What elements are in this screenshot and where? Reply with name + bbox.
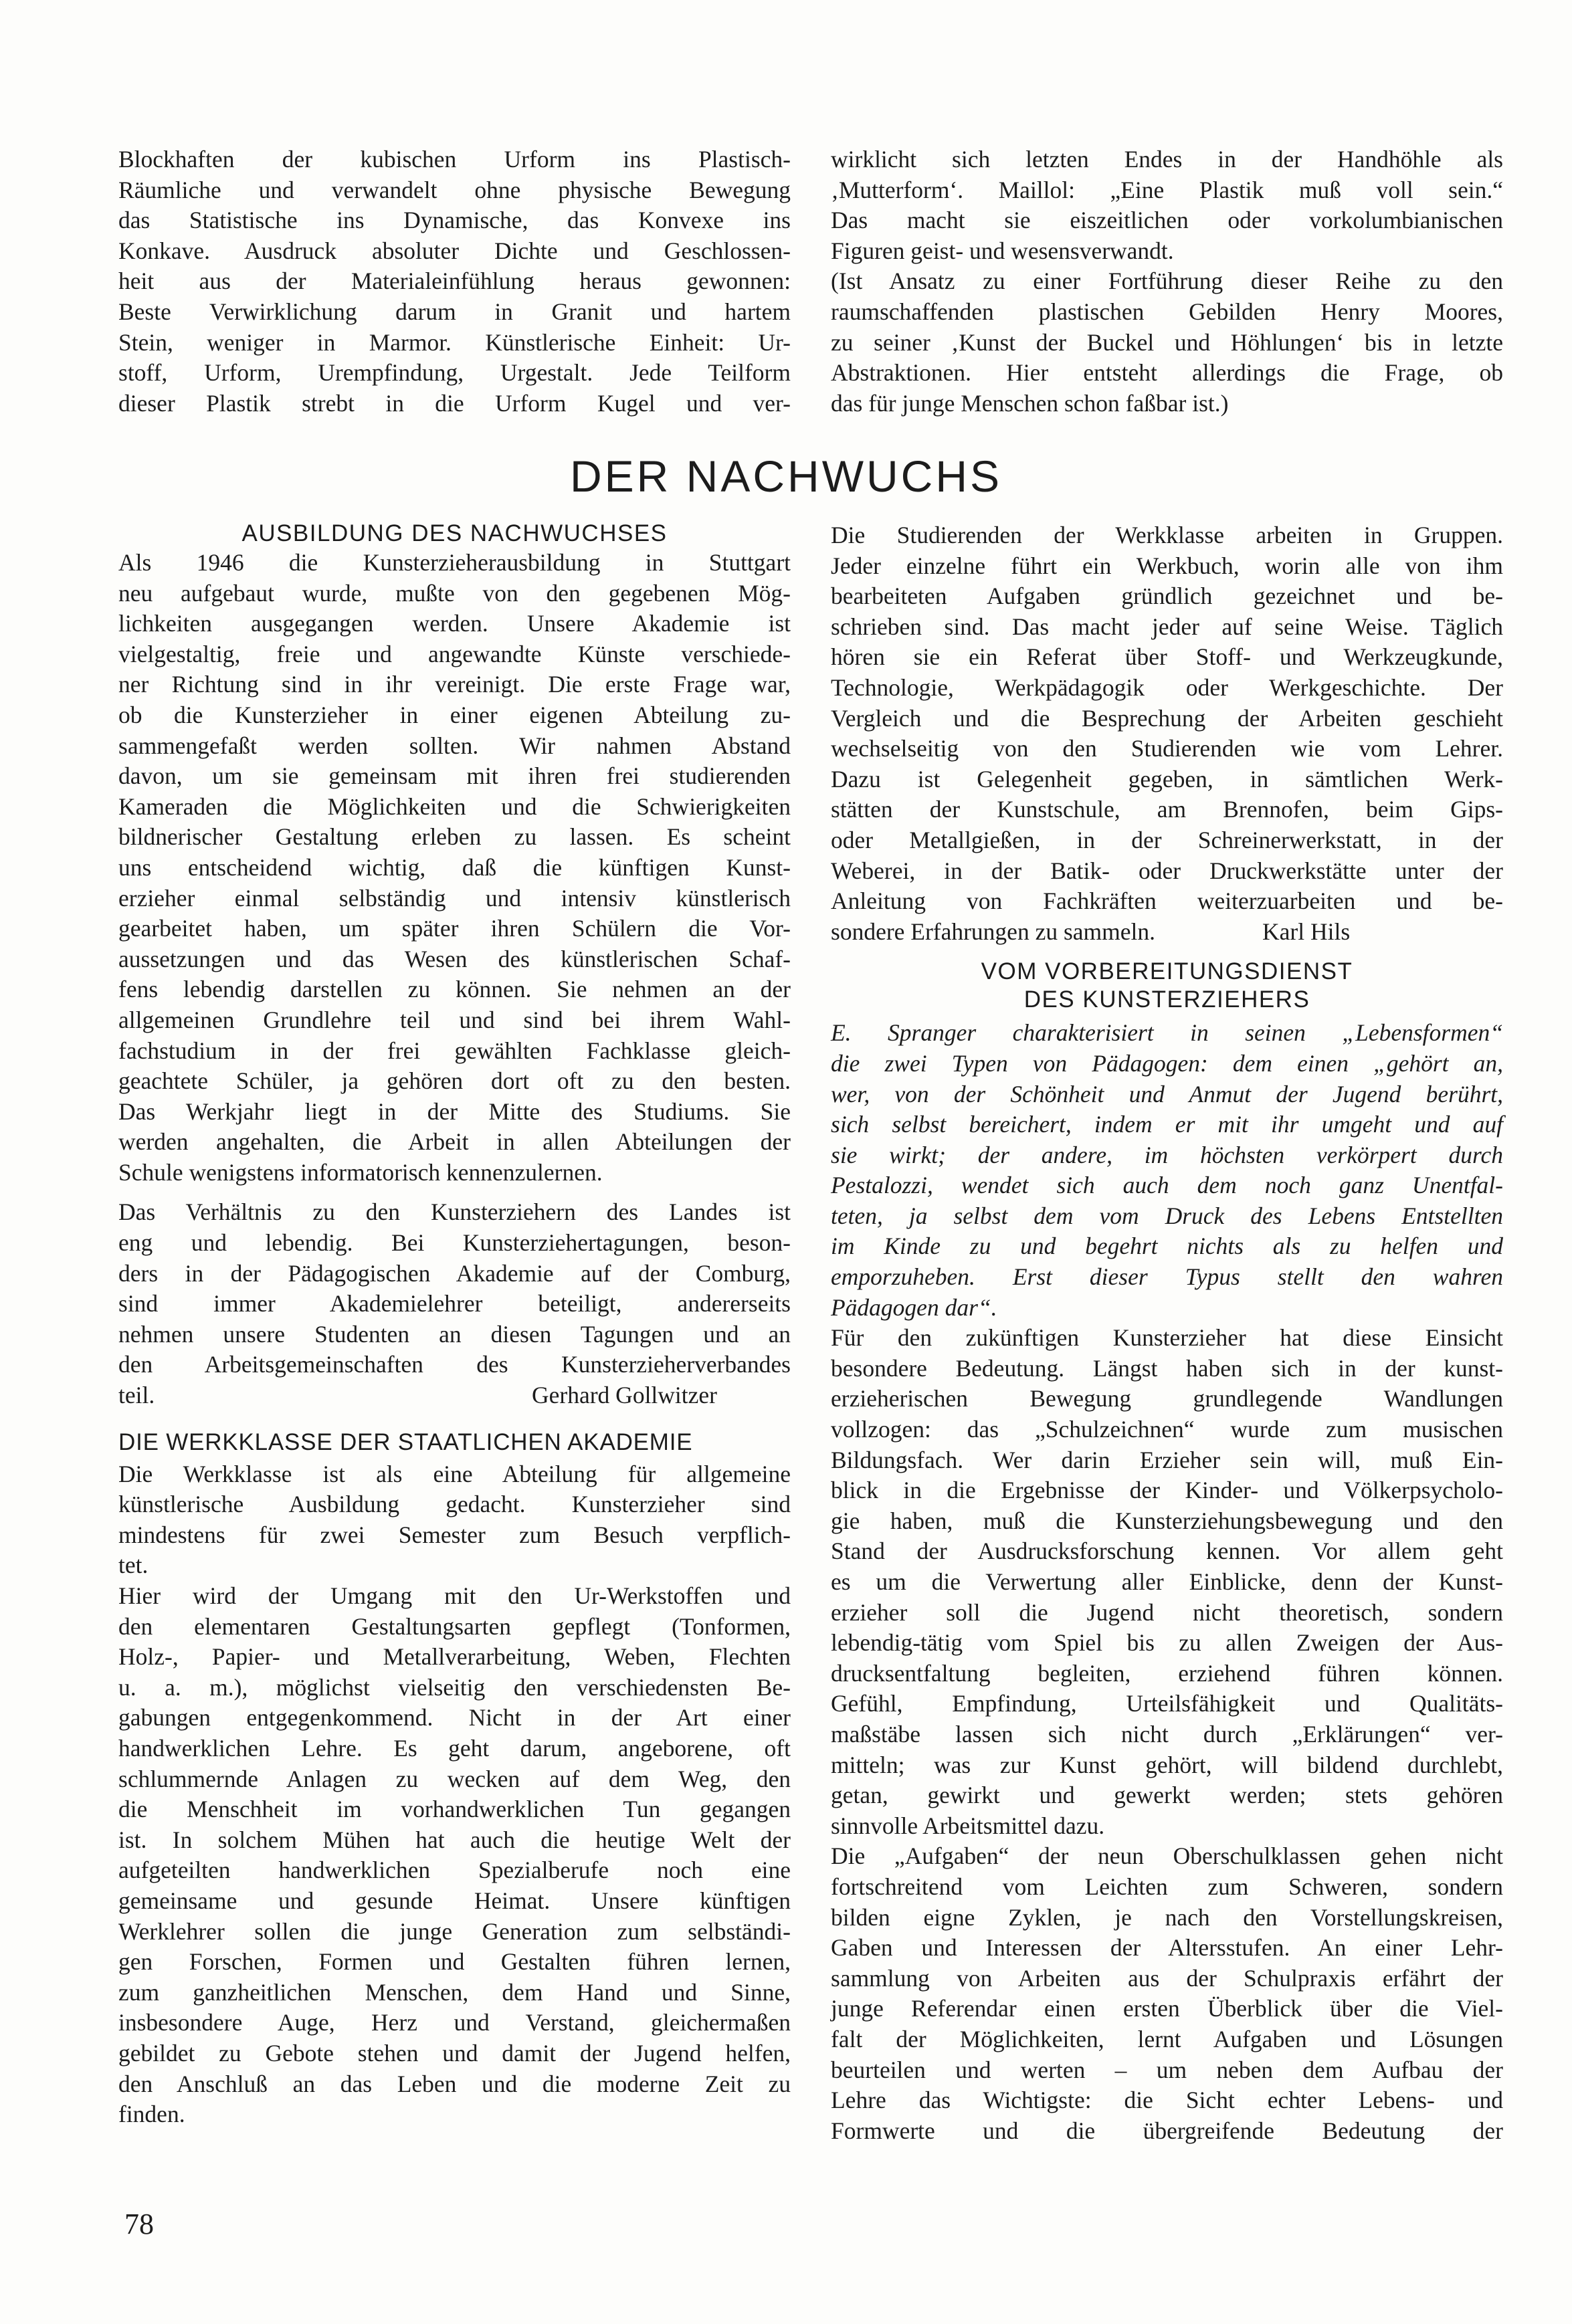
text-line: Bildungsfach. Wer darin Erzieher sein will, muß Ein- — [831, 1446, 1503, 1473]
text-line: Pädagogen dar“. — [831, 1293, 997, 1321]
text-line: werden angehalten, die Arbeit in allen Abteilungen der — [118, 1128, 791, 1156]
text-line: Pestalozzi, wendet sich auch dem noch ganz Unentfal- — [831, 1172, 1503, 1199]
right-column — [831, 520, 1503, 2146]
ausbildung-paragraph-1 — [118, 548, 791, 1188]
text-line: Hier wird der Umgang mit den Ur-Werkstoffen und — [118, 1582, 791, 1609]
text-line: handwerklichen Lehre. Es geht darum, angeborene, oft — [118, 1734, 791, 1762]
text-line: oder Metallgießen, in der Schreinerwerkstatt, in der — [831, 826, 1503, 853]
text-line: Die Studierenden der Werkklasse arbeiten in Gruppen. — [831, 522, 1503, 548]
text-line: sinnvolle Arbeitsmittel dazu. — [831, 1812, 1105, 1839]
text-line: davon, um sie gemeinsam mit ihren frei studierenden — [118, 762, 791, 790]
text-line: das für junge Menschen schon faßbar ist.) — [831, 389, 1229, 417]
text-line: vielgestaltig, freie und angewandte Künste verschiede- — [118, 640, 791, 667]
text-line: Dazu ist Gelegenheit gegeben, in sämtlichen Werk- — [831, 765, 1503, 793]
text-line: Die „Aufgaben“ der neun Oberschulklassen gehen nicht — [831, 1842, 1503, 1870]
text-line: Technologie, Werkpädagogik oder Werkgeschichte. Der — [831, 673, 1503, 701]
text-line: getan, gewirkt und gewerkt werden; stets gehören — [831, 1782, 1503, 1809]
werkklasse-heading: DIE WERKKLASSE DER STAATLICHEN AKADEMIE — [118, 1429, 693, 1455]
text-line: gen Forschen, Formen und Gestalten führen lernen, — [118, 1948, 791, 1976]
text-line: neu aufgebaut wurde, mußte von den gegebenen Mög- — [118, 579, 791, 607]
vorbereitung-paragraph-1 — [831, 1323, 1503, 1841]
text-line: Gaben und Interessen der Altersstufen. An einer Lehr- — [831, 1934, 1503, 1962]
text-line: mitteln; was zur Kunst gehört, will bildend durchlebt, — [831, 1751, 1503, 1778]
text-line: aussetzungen und das Wesen des künstlerischen Schaf- — [118, 945, 791, 972]
text-line: junge Referendar einen ersten Überblick über die Viel- — [831, 1995, 1503, 2022]
text-line: dieser Plastik strebt in die Urform Kugel und ver- — [118, 389, 791, 417]
text-line: schrieben sind. Das macht jeder auf seine Weise. Täglich — [831, 613, 1503, 640]
text-line: Gefühl, Empfindung, Urteilsfähigkeit und Qualitäts- — [831, 1690, 1503, 1717]
text-line: sich selbst bereichert, indem er mit ihr umgeht und auf — [831, 1111, 1503, 1138]
text-line: E. Spranger charakterisiert in seinen „Lebensformen“ — [831, 1019, 1503, 1047]
text-line: den elementaren Gestaltungsarten gepflegt (Tonformen, — [118, 1612, 791, 1640]
page-title: DER NACHWUCHS — [570, 451, 1002, 501]
text-line: Schule wenigstens informatorisch kennenzulernen. — [118, 1158, 603, 1186]
text-line: Räumliche und verwandelt ohne physische Bewegung — [118, 176, 791, 203]
page-number: 78 — [124, 2208, 154, 2240]
werkklasse-paragraph-1 — [118, 1459, 791, 1581]
werkklasse-paragraph-3 — [831, 520, 1503, 917]
text-line: ist. In solchem Mühen hat auch die heutige Welt der — [118, 1826, 791, 1853]
text-line: Blockhaften der kubischen Urform ins Plastisch- — [118, 146, 791, 173]
text-line: ner Richtung sind in ihr vereinigt. Die erste Frage war, — [118, 671, 791, 698]
vorbereitung-paragraph-2 — [831, 1841, 1503, 2146]
text-line: den Arbeitsgemeinschaften des Kunsterzieherverbandes — [118, 1351, 791, 1378]
text-line: Weberei, in der Batik- oder Druckwerkstätte unter der — [831, 857, 1503, 884]
text-line: bildnerischer Gestaltung erleben zu lassen. Es scheint — [118, 823, 791, 851]
text-line: künstlerische Ausbildung gedacht. Kunsterzieher sind — [118, 1491, 791, 1518]
text-line: finden. — [118, 2101, 185, 2128]
werkklasse-signature-line — [831, 917, 1503, 948]
text-line: gemeinsame und gesunde Heimat. Unsere künftigen — [118, 1887, 791, 1914]
text-line: uns entscheidend wichtig, daß die künftigen Kunst- — [118, 853, 791, 881]
text-line: Jeder einzelne führt ein Werkbuch, worin alle von ihm — [831, 552, 1503, 579]
text-line: lebendig-tätig vom Spiel bis zu allen Zweigen der Aus- — [831, 1629, 1503, 1657]
text-line: (Ist Ansatz zu einer Fortführung dieser Reihe zu den — [831, 268, 1503, 295]
text-line: stätten der Kunstschule, am Brennofen, beim Gips- — [831, 796, 1503, 823]
werkklasse-paragraph-2 — [118, 1581, 791, 2130]
text-line: aufgeteilten handwerklichen Spezialberufe noch eine — [118, 1857, 791, 1884]
text-line: Kameraden die Möglichkeiten und die Schwierigkeiten — [118, 793, 791, 820]
text-line: die zwei Typen von Pädagogen: dem einen „gehört an, — [831, 1049, 1503, 1077]
text-line: Konkave. Ausdruck absoluter Dichte und Geschlossen- — [118, 237, 791, 264]
text-line: bearbeiteten Aufgaben gründlich gezeichnet und be- — [831, 583, 1503, 610]
author-hils: Karl Hils — [1262, 918, 1351, 945]
ausbildung-paragraph-2 — [118, 1197, 791, 1380]
text-line: sammlung von Arbeiten aus der Schulpraxis erfährt der — [831, 1964, 1503, 1992]
text-line: fens lebendig darstellen zu können. Sie nehmen an der — [118, 976, 791, 1003]
text-line: maßstäbe lassen sich nicht durch „Erklärungen“ ver- — [831, 1720, 1503, 1748]
text-line: Lehre das Wichtigste: die Sicht echter Lebens- und — [831, 2087, 1503, 2114]
text-line: u. a. m.), möglichst vielseitig den verschiedensten Be- — [118, 1673, 791, 1701]
text-line: erzieher einmal selbständig und intensiv künstlerisch — [118, 884, 791, 912]
text-line: ‚Mutterform‘. Maillol: „Eine Plastik muß voll sein.“ — [831, 176, 1503, 203]
text-line: Beste Verwirklichung darum in Granit und hartem — [118, 298, 791, 325]
text-line: gabungen entgegenkommend. Nicht in der Art einer — [118, 1704, 791, 1731]
text-line: gebildet zu Gebote stehen und damit der Jugend helfen, — [118, 2039, 791, 2067]
text-line: wechselseitig von den Studierenden wie vom Lehrer. — [831, 735, 1503, 762]
text-line: Formwerte und die übergreifende Bedeutung der — [831, 2117, 1503, 2144]
text-line: fortschreitend vom Leichten zum Schweren, sondern — [831, 1873, 1503, 1900]
top-right-paragraph-2 — [831, 266, 1503, 419]
text-line: zum ganzheitlichen Menschen, dem Hand und Sinne, — [118, 1978, 791, 2006]
ausbildung-last-word: teil. — [118, 1382, 155, 1409]
text-line: Holz-, Papier- und Metallverarbeitung, Weben, Flechten — [118, 1643, 791, 1671]
text-line: das Statistische ins Dynamische, das Konvexe ins — [118, 207, 791, 234]
text-line: raumschaffenden plastischen Gebilden Henry Moores, — [831, 298, 1503, 325]
text-line: Vergleich und die Besprechung der Arbeiten geschieht — [831, 704, 1503, 732]
text-line: im Kinde zu und begehrt nichts als zu helfen und — [831, 1233, 1503, 1260]
text-line: Als 1946 die Kunsterzieherausbildung in Stuttgart — [118, 549, 791, 576]
ausbildung-heading: AUSBILDUNG DES NACHWUCHSES — [241, 520, 668, 546]
text-line: ders in der Pädagogischen Akademie auf der Comburg, — [118, 1259, 791, 1287]
text-line: gie haben, muß die Kunsterziehungsbewegung und den — [831, 1507, 1503, 1534]
text-line: emporzuheben. Erst dieser Typus stellt den wahren — [831, 1263, 1503, 1291]
text-line: stoff, Urform, Urempfindung, Urgestalt. Jede Teilform — [118, 359, 791, 387]
text-line: den Anschluß an das Leben und die moderne Zeit zu — [118, 2070, 791, 2097]
text-line: sind immer Akademielehrer beteiligt, andererseits — [118, 1290, 791, 1317]
text-line: heit aus der Materialeinfühlung heraus gewonnen: — [118, 268, 791, 295]
top-right-paragraph-1 — [831, 144, 1503, 266]
text-line: Anleitung von Fachkräften weiterzuarbeiten und be- — [831, 887, 1503, 915]
text-line: hören sie ein Referat über Stoff- und Werkzeugkunde, — [831, 643, 1503, 671]
text-line: tet. — [118, 1552, 149, 1579]
text-line: zu seiner ‚Kunst der Buckel und Höhlungen‘ bis in letzte — [831, 328, 1503, 356]
text-line: Die Werkklasse ist als eine Abteilung für allgemeine — [118, 1460, 791, 1487]
text-line: lichkeiten ausgegangen werden. Unsere Akademie ist — [118, 610, 791, 637]
werkklasse-last-words: sondere Erfahrungen zu sammeln. — [831, 918, 1155, 945]
text-line: mindestens für zwei Semester zum Besuch verpflich- — [118, 1521, 791, 1548]
text-line: erzieherischen Bewegung grundlegende Wandlungen — [831, 1385, 1503, 1412]
text-line: Stand der Ausdrucksforschung kennen. Vor allem geht — [831, 1538, 1503, 1565]
top-right-column — [831, 144, 1503, 419]
text-line: Figuren geist- und wesensverwandt. — [831, 237, 1174, 264]
text-line: besondere Bedeutung. Längst haben sich in der kunst- — [831, 1354, 1503, 1382]
text-line: sammengefaßt werden sollten. Wir nahmen Abstand — [118, 732, 791, 759]
text-line: sie wirkt; der andere, im höchsten verkörpert durch — [831, 1141, 1503, 1168]
text-line: beurteilen und werten – um neben dem Aufbau der — [831, 2056, 1503, 2083]
left-column — [118, 520, 791, 2130]
text-line: es um die Verwertung aller Einblicke, denn der Kunst- — [831, 1568, 1503, 1595]
text-line: bilden eigne Zyklen, je nach den Vorstellungskreisen, — [831, 1903, 1503, 1931]
text-line: Das Werkjahr liegt in der Mitte des Studiums. Sie — [118, 1097, 791, 1125]
vorbereitung-heading-2: DES KUNSTERZIEHERS — [1023, 986, 1310, 1013]
text-line: insbesondere Auge, Herz und Verstand, gleichermaßen — [118, 2009, 791, 2036]
text-line: nehmen unsere Studenten an diesen Tagungen und an — [118, 1320, 791, 1348]
text-line: blick in die Ergebnisse der Kinder- und Völkerpsycholo- — [831, 1477, 1503, 1504]
text-line: Das macht sie eiszeitlichen oder vorkolumbianischen — [831, 207, 1503, 234]
text-line: Abstraktionen. Hier entsteht allerdings die Frage, ob — [831, 359, 1503, 387]
text-line: wer, von der Schönheit und Anmut der Jugend berührt, — [831, 1080, 1503, 1107]
text-line: allgemeinen Grundlehre teil und sind bei ihrem Wahl- — [118, 1006, 791, 1033]
vorbereitung-heading-1: VOM VORBEREITUNGSDIENST — [981, 958, 1353, 985]
text-line: falt der Möglichkeiten, lernt Aufgaben und Lösungen — [831, 2025, 1503, 2052]
text-line: eng und lebendig. Bei Kunsterziehertagungen, beson- — [118, 1229, 791, 1257]
text-line: Für den zukünftigen Kunsterzieher hat diese Einsicht — [831, 1324, 1503, 1352]
text-line: Werklehrer sollen die junge Generation zum selbständi- — [118, 1917, 791, 1945]
text-line: vollzogen: das „Schulzeichnen“ wurde zum musischen — [831, 1416, 1503, 1443]
text-line: teten, ja selbst dem vom Druck des Lebens Entstellten — [831, 1202, 1503, 1229]
text-line: drucksentfaltung begleiten, erziehend führen können. — [831, 1659, 1503, 1687]
text-line: schlummernde Anlagen zu wecken auf dem Weg, den — [118, 1765, 791, 1792]
text-line: geachtete Schüler, ja gehören dort oft zu den besten. — [118, 1067, 791, 1095]
text-line: gearbeitet haben, um später ihren Schülern die Vor- — [118, 915, 791, 942]
text-line: fachstudium in der frei gewählten Fachklasse gleich- — [118, 1037, 791, 1064]
text-line: ob die Kunsterzieher in einer eigenen Abteilung zu- — [118, 701, 791, 728]
text-line: Das Verhältnis zu den Kunsterziehern des Landes ist — [118, 1198, 791, 1226]
text-line: Stein, weniger in Marmor. Künstlerische Einheit: Ur- — [118, 328, 791, 356]
text-line: wirklicht sich letzten Endes in der Handhöhle als — [831, 146, 1503, 173]
author-gollwitzer: Gerhard Gollwitzer — [532, 1382, 717, 1409]
text-line: erzieher soll die Jugend nicht theoretisch, sondern — [831, 1598, 1503, 1626]
top-left-column — [118, 144, 791, 419]
top-left-paragraph — [118, 144, 791, 419]
spranger-quote — [831, 1018, 1503, 1323]
text-line: die Menschheit im vorhandwerklichen Tun gegangen — [118, 1796, 791, 1823]
ausbildung-signature-line — [118, 1380, 791, 1411]
